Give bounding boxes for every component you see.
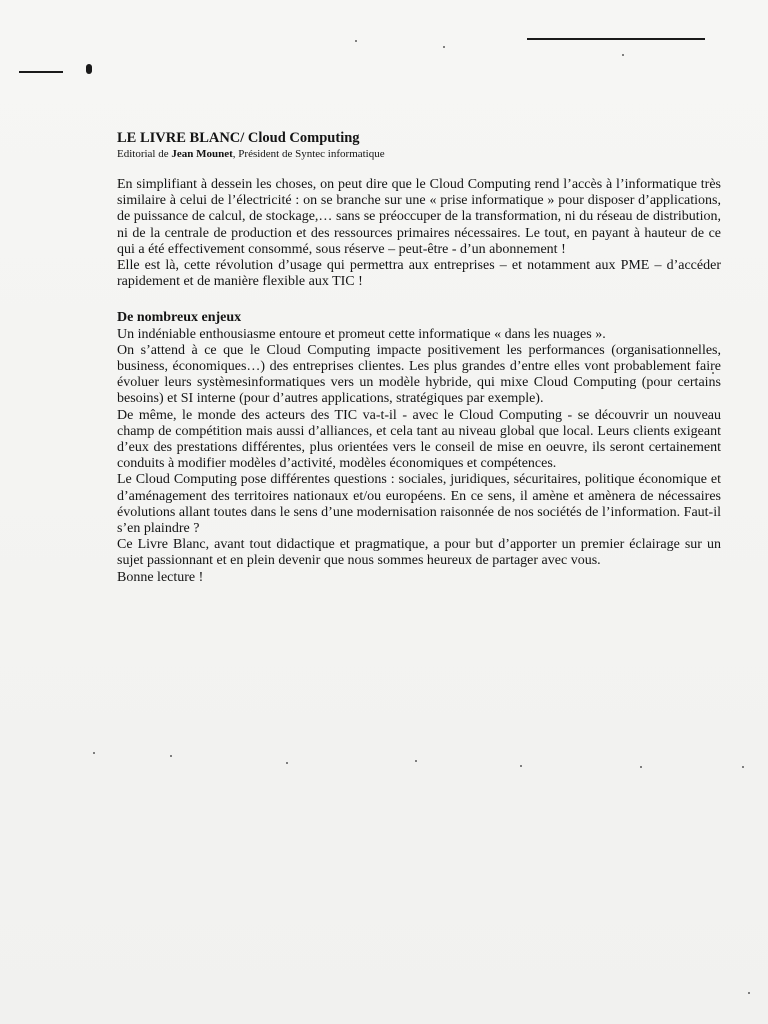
scan-speck — [640, 766, 642, 768]
closing-line: Bonne lecture ! — [117, 569, 204, 585]
section-paragraph: De même, le monde des acteurs des TIC va-t-il - avec le Cloud Computing - se découvrir un nouveau champ de compétition mais aussi d’alliances, et cela tant au niveau global que local. Leurs clients exigeant d’eux des prestations différentes, plus orientées vers le conseil de mise en oeuvre, ils seront certainement conduits à modifier modèles d’activité, modèles économiques et compétences. — [117, 407, 721, 472]
document-body — [117, 130, 721, 586]
byline-author: Jean Mounet — [171, 148, 233, 160]
scan-speck — [748, 992, 750, 994]
scan-mark-top-rule — [527, 38, 705, 40]
scan-speck — [415, 760, 417, 762]
scan-speck — [170, 755, 172, 757]
scan-speck — [355, 40, 357, 42]
section-paragraph: Un indéniable enthousiasme entoure et promeut cette informatique « dans les nuages ». — [117, 326, 606, 342]
scan-speck — [443, 46, 445, 48]
section-heading: De nombreux enjeux — [117, 310, 242, 326]
byline-suffix: , Président de Syntec informatique — [232, 148, 385, 160]
editorial-byline — [117, 147, 721, 161]
scan-mark-left-rule — [19, 71, 63, 73]
byline-prefix: Editorial de — [117, 148, 172, 160]
scan-speck — [520, 765, 522, 767]
scan-speck — [93, 752, 95, 754]
section-paragraph: Le Cloud Computing pose différentes questions : sociales, juridiques, sécuritaires, politique économique et d’aménagement des territoires nationaux et/ou européens. En ce sens, il amène et amènera de nécessaires évolutions allant toutes dans le sens d’une modernisation raisonnée de nos sociétés de l’information. Faut-il s’en plaindre ? — [117, 472, 721, 537]
scan-speck — [622, 54, 624, 56]
scan-speck — [286, 762, 288, 764]
scan-mark-blot — [86, 64, 92, 74]
section-paragraph: On s’attend à ce que le Cloud Computing impacte positivement les performances (organisationnelles, business, économiques…) des entreprises clientes. Les plus grandes d’entre elles vont probablement faire évoluer leurs systèmesinformatiques vers un modèle hybride, qui mixe Cloud Computing (pour certains besoins) et SI interne (pour d’autres applications, stratégiques par exemple). — [117, 342, 721, 407]
section-paragraph: Ce Livre Blanc, avant tout didactique et pragmatique, a pour but d’apporter un premier éclairage sur un sujet passionnant et en plein devenir que nous sommes heureux de partager avec vous. — [117, 537, 721, 569]
intro-paragraph: En simplifiant à dessein les choses, on peut dire que le Cloud Computing rend l’accès à l’informatique très similaire à celui de l’électricité : on se branche sur une « prise informatique » pour disposer d’applications, de puissance de calcul, de stockage,… sans se préoccuper de la transformation, ni du réseau de distribution, ni de la centrale de production et des ressources primaires nécessaires. Le tout, en payant à hauteur de ce qui a été effectivement consommé, sous réserve – peut-être - d’un abonnement ! — [117, 177, 721, 257]
scan-speck — [742, 766, 744, 768]
document-title: LE LIVRE BLANC/ Cloud Computing — [117, 130, 360, 146]
intro-paragraph: Elle est là, cette révolution d’usage qui permettra aux entreprises – et notamment aux PME – d’accéder rapidement et de manière flexible aux TIC ! — [117, 258, 721, 290]
